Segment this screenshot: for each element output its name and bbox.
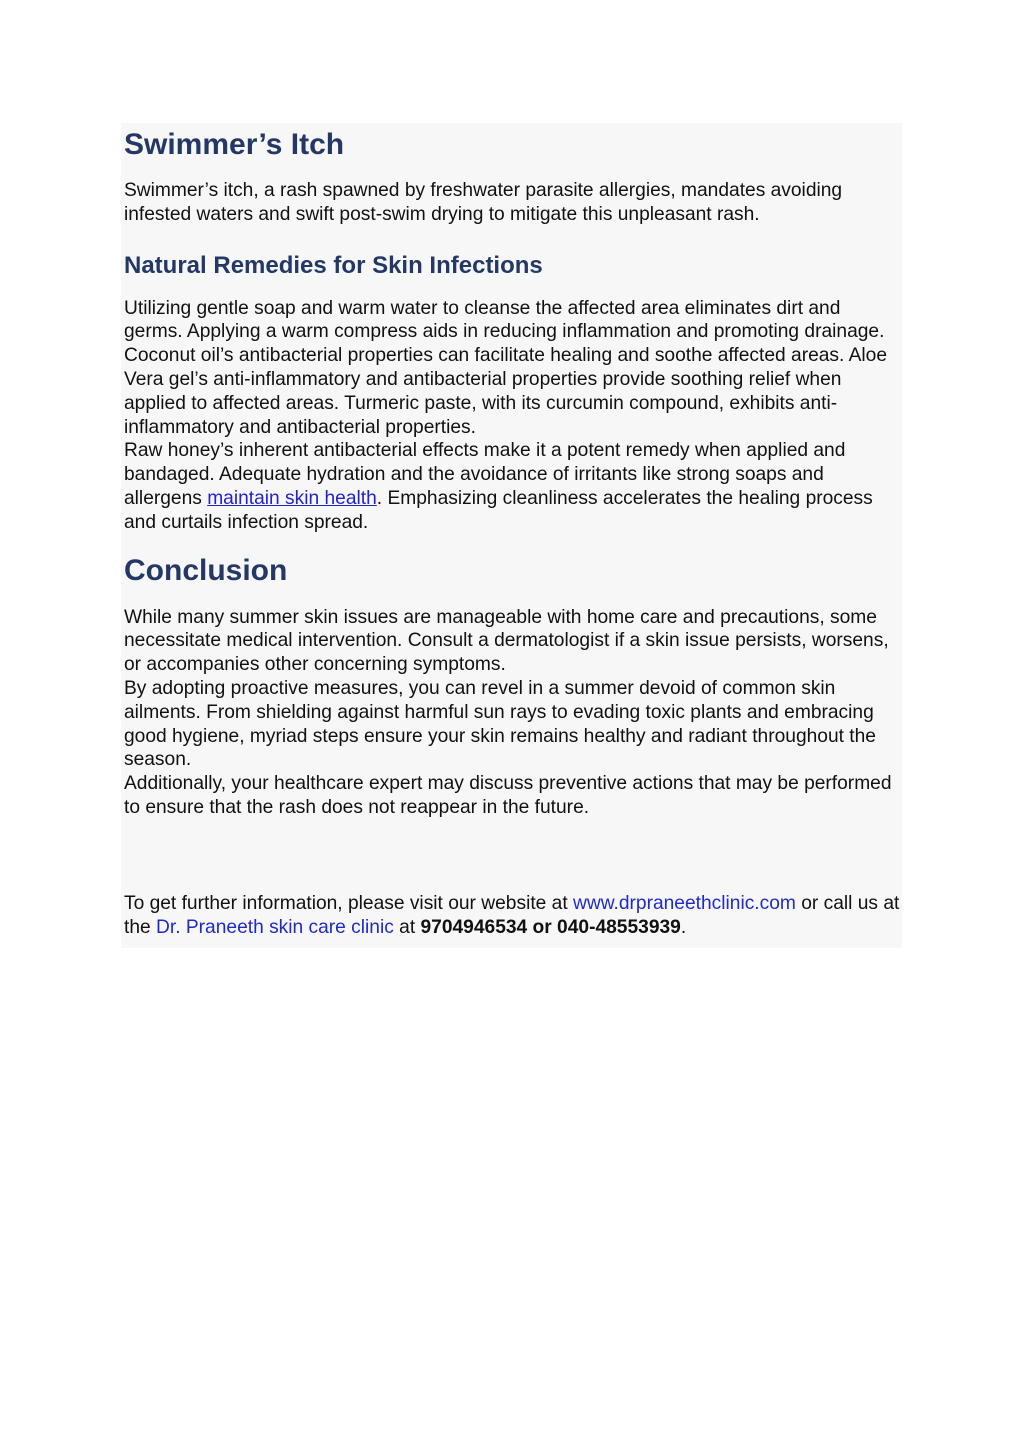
phone-numbers: 9704946534 or 040-48553939	[420, 916, 681, 938]
conclusion-paragraph-2: By adopting proactive measures, you can revel in a summer devoid of common skin ailments. From shielding against harmful sun rays to evading toxic plants and embracing good hygiene, myriad steps ensure your skin remains healthy and radiant throughout the season.	[124, 677, 876, 771]
contact-text-3: at	[393, 916, 421, 938]
natural-remedies-paragraph-1: Utilizing gentle soap and warm water to cleanse the affected area eliminates dirt and germs. Applying a warm compress aids in reducing inflammation and promoting drainage. Coconut oil’s antibacterial properties can facilitate healing and soothe affected areas. Aloe Vera gel’s anti-inflammatory and antibacterial properties provide soothing relief when applied to affected areas. Turmeric paste, with its curcumin compound, exhibits anti-inflammatory and antibacterial properties.	[124, 297, 888, 438]
natural-remedies-paragraph-2	[124, 439, 902, 534]
contact-text-2: or call us at the	[124, 892, 900, 938]
maintain-skin-health-link[interactable]: maintain skin health	[207, 487, 377, 509]
contact-text-1: To get further information, please visit our website at	[124, 892, 573, 914]
swimmers-itch-heading: Swimmer’s Itch	[124, 128, 345, 161]
natural-remedies-heading: Natural Remedies for Skin Infections	[124, 251, 543, 279]
remedies-text-before-link: Raw honey’s inherent antibacterial effects make it a potent remedy when applied and bandaged. Adequate hydration and the avoidance of irritants like strong soaps and allergens	[124, 440, 846, 509]
remedies-text-after-link: . Emphasizing cleanliness accelerates the healing process and curtails infection spread.	[124, 487, 873, 533]
contact-text-4: .	[680, 916, 687, 938]
clinic-link[interactable]: Dr. Praneeth skin care clinic	[156, 916, 394, 938]
conclusion-paragraph-3: Additionally, your healthcare expert may discuss preventive actions that may be performed to ensure that the rash does not reappear in the future.	[124, 773, 892, 818]
swimmers-itch-paragraph: Swimmer’s itch, a rash spawned by freshwater parasite allergies, mandates avoiding infested waters and swift post-swim drying to mitigate this unpleasant rash.	[124, 180, 843, 225]
conclusion-paragraph-1: While many summer skin issues are manageable with home care and precautions, some necessitate medical intervention. Consult a dermatologist if a skin issue persists, worsens, or accompanies other concerning symptoms.	[124, 606, 889, 676]
article-content	[121, 123, 902, 948]
conclusion-heading: Conclusion	[124, 553, 288, 587]
website-link[interactable]: www.drpraneethclinic.com	[573, 892, 796, 914]
contact-paragraph	[124, 892, 902, 940]
